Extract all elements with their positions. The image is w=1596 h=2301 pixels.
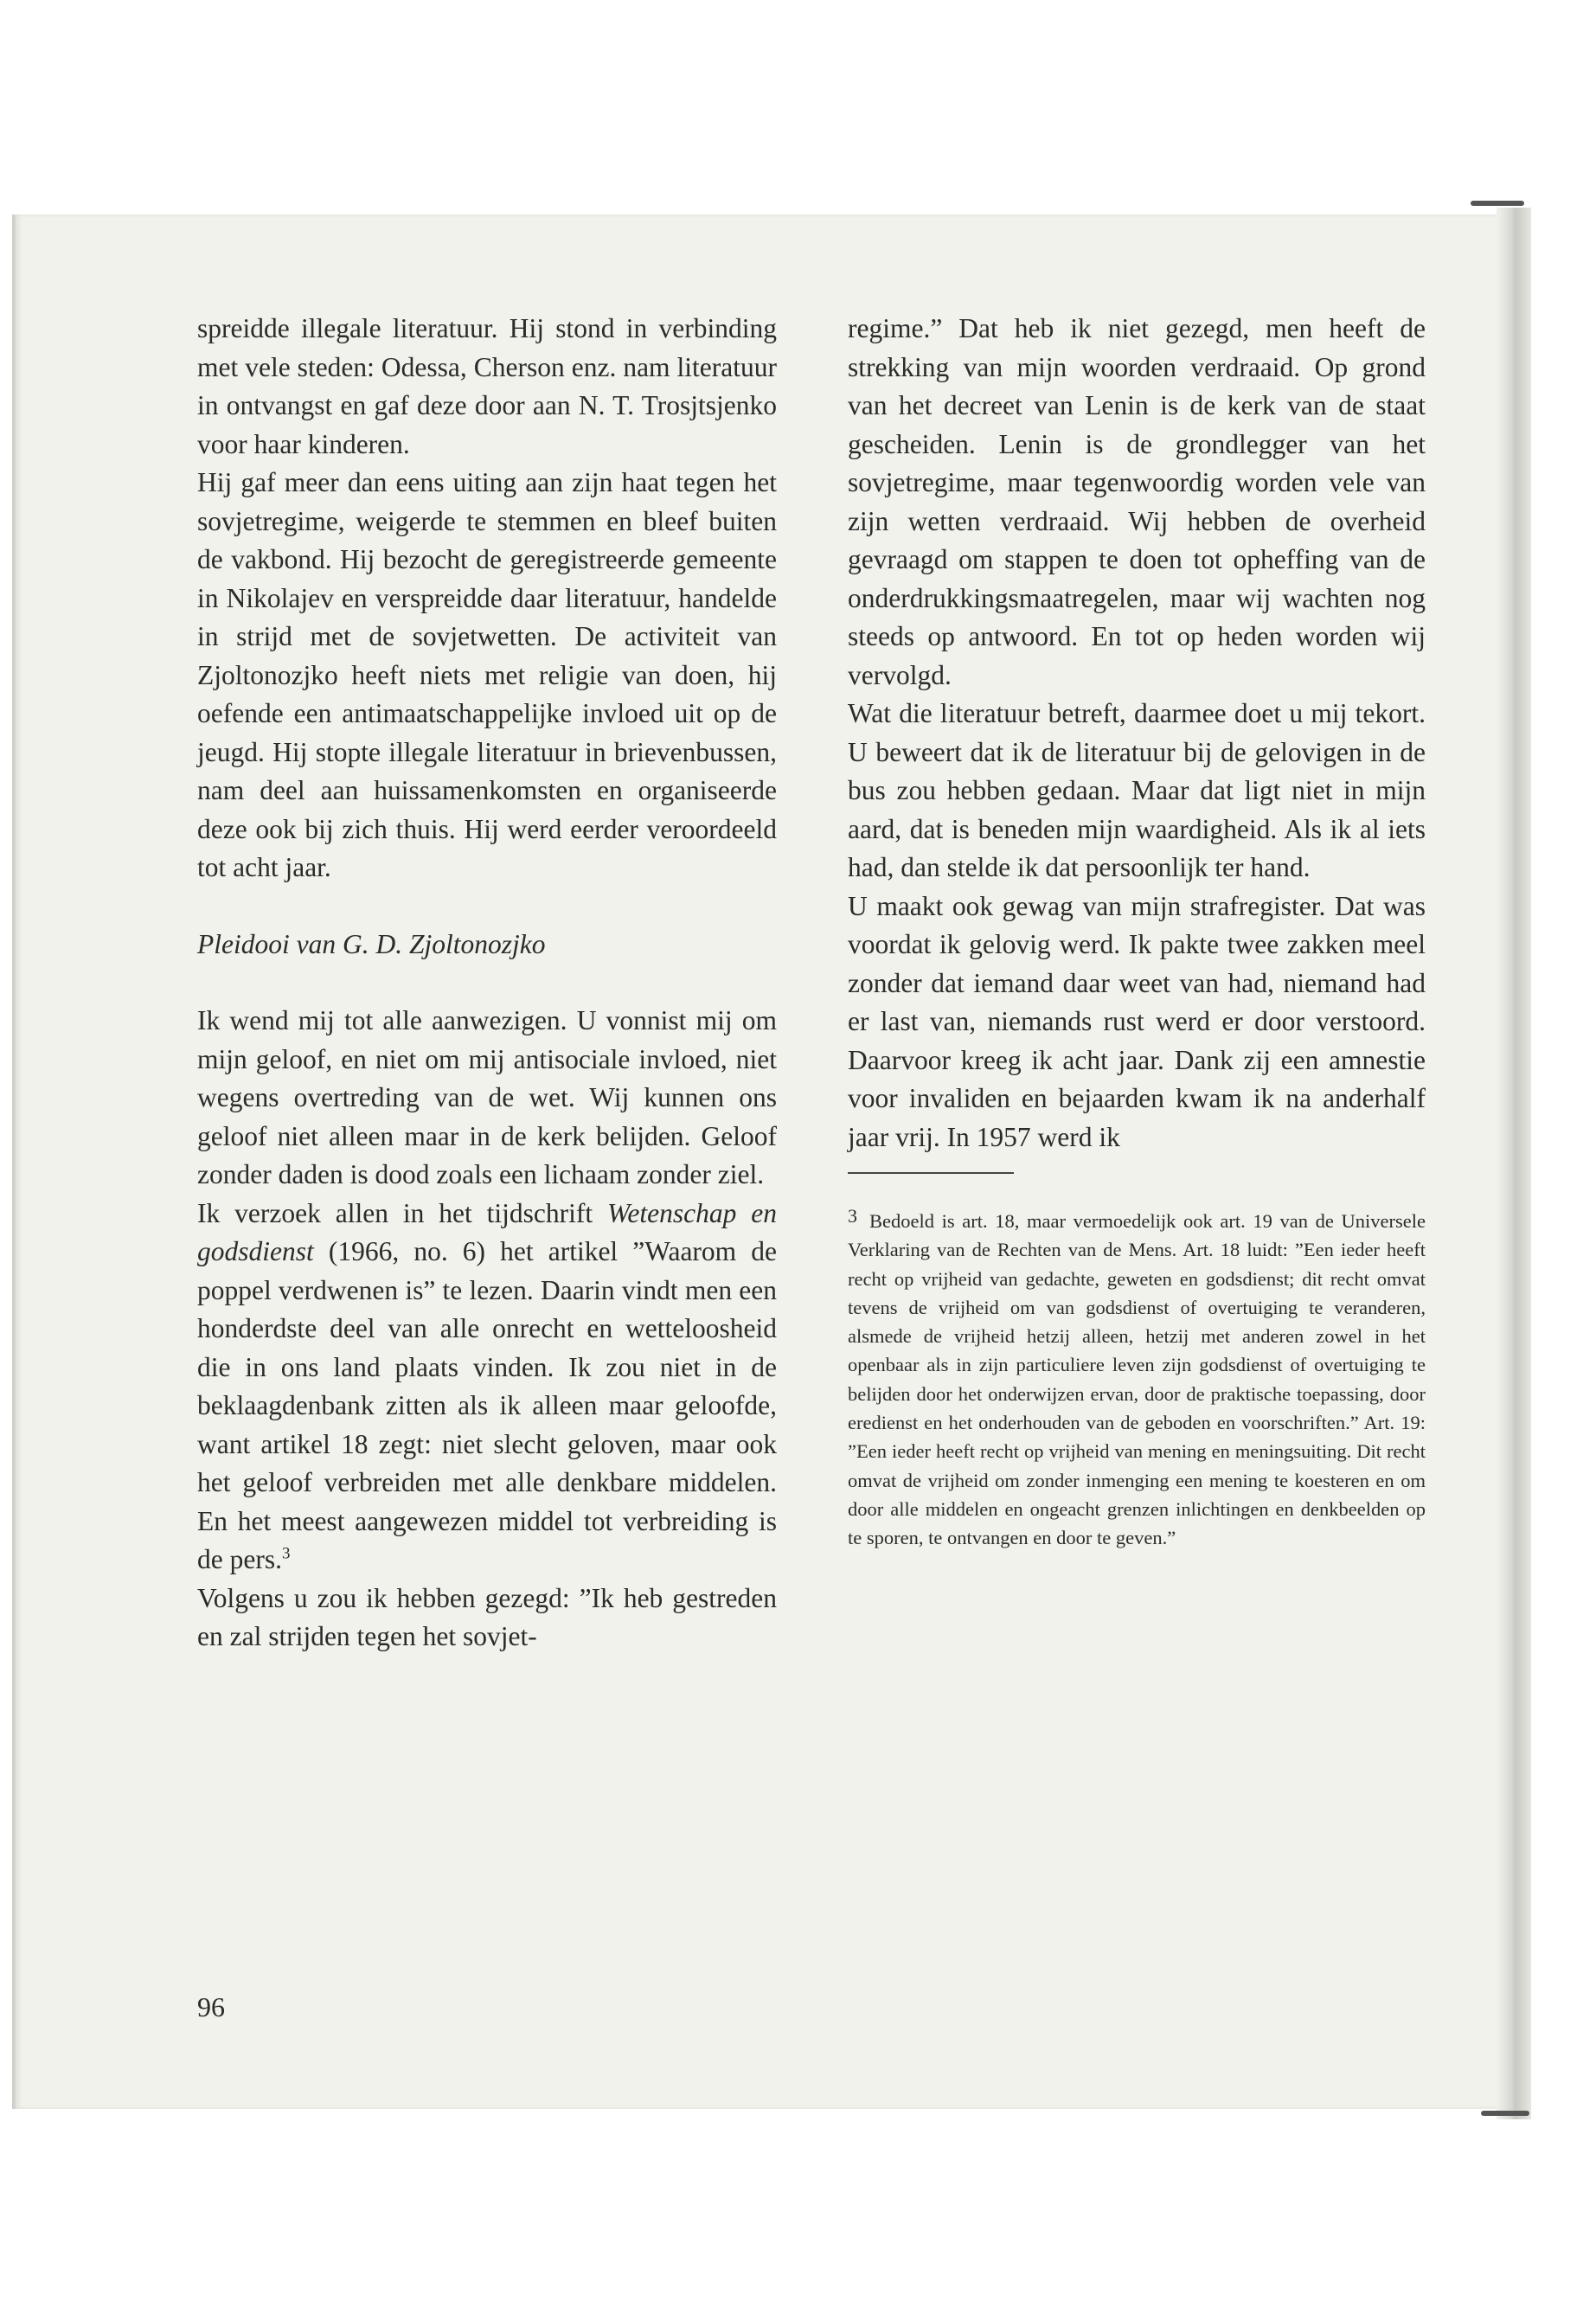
paragraph: U maakt ook gewag van mijn strafregister. Dat was voordat ik gelovig werd. Ik pakte twee zakken meel zonder dat iemand daar weet van had, niemand had er last van, niemands rust werd er door verstoord. Daarvoor kreeg ik acht jaar. Dank zij een amnestie voor invaliden en bejaarden kwam ik na anderhalf jaar vrij. In 1957 werd ik xyxy=(848,890,1426,1152)
footnote-divider xyxy=(848,1172,1014,1174)
paragraph: spreidde illegale literatuur. Hij stond in verbinding met vele steden: Odessa, Cherson enz. nam literatuur in ontvangst en gaf deze door aan N. T. Trosjtsjenko voor haar kinderen. xyxy=(197,313,777,459)
journal-title: Wetenschap en godsdienst xyxy=(197,1197,777,1266)
page-edge-mark-top xyxy=(1471,201,1524,206)
left-column xyxy=(197,310,777,1657)
footnote xyxy=(848,1202,1426,1553)
paragraph: Volgens u zou ik hebben gezegd: ”Ik heb gestreden en zal strijden tegen het sovjet- xyxy=(197,1582,777,1651)
paragraph: regime.” Dat heb ik niet gezegd, men heeft de strekking van mijn woorden verdraaid. Op grond van het decreet van Lenin is de kerk van de staat gescheiden. Lenin is de grondlegger van het sovjetregime, maar tegenwoordig worden vele van zijn wetten verdraaid. Wij hebben de overheid gevraagd om stappen te doen tot opheffing van de onderdrukkingsmaatregelen, maar wij wachten nog steeds op antwoord. En tot op heden worden wij vervolgd. xyxy=(848,313,1426,690)
footnote-text: Bedoeld is art. 18, maar vermoedelijk ook art. 19 van de Universele Verklaring van de Rechten van de Mens. Art. 18 luidt: ”Een ieder heeft recht op vrijheid van gedachte, geweten en godsdienst; dit recht omvat tevens de vrijheid om van godsdienst of overtuiging te veranderen, alsmede de vrijheid hetzij alleen, hetzij met anderen zowel in het openbaar als in zijn particuliere leven zijn godsdienst of overtuiging te belijden door het onderwijzen ervan, door de praktische toepassing, door eredienst en het onderhouden van de geboden en voorschriften.” Art. 19: ”Een ieder heeft recht op vrijheid van mening en meningsuiting. Dit recht omvat de vrijheid om zonder inmenging een mening te koesteren en om door alle middelen en ongeacht grenzen inlichtingen en denkbeelden op te sporen, te ontvangen en door te geven.” xyxy=(848,1210,1426,1549)
page-edge-right xyxy=(1497,208,1531,2119)
right-column xyxy=(848,310,1426,1553)
text-run: Ik verzoek allen in het tijdschrift xyxy=(197,1197,608,1228)
text-run: (1966, no. 6) het artikel ”Waarom de poppel verdwenen is” te lezen. Daarin vindt men een honderdste deel van alle onrecht en wetteloosheid die in ons land plaats vinden. Ik zou niet in de beklaagdenbank zitten als ik alleen maar geloofde, want artikel 18 zegt: niet slecht geloven, maar ook het geloof verbreiden met alle denkbare middelen. En het meest aangewezen middel tot verbreiding is de pers. xyxy=(197,1236,777,1574)
page-edge-mark-bottom xyxy=(1481,2111,1529,2116)
paragraph: Ik wend mij tot alle aanwezigen. U vonnist mij om mijn geloof, en niet om mij antisociale invloed, niet wegens overtreding van de wet. Wij kunnen ons geloof niet alleen maar in de kerk belijden. Geloof zonder daden is dood zoals een lichaam zonder ziel. xyxy=(197,1005,777,1189)
page-number: 96 xyxy=(197,1991,225,2022)
section-heading: Pleidooi van G. D. Zjoltonozjko xyxy=(197,928,546,959)
paragraph: Wat die literatuur betreft, daarmee doet u mij tekort. U beweert dat ik de literatuur bij de gelovigen in de bus zou hebben gedaan. Maar dat ligt niet in mijn aard, dat is beneden mijn waardigheid. Als ik al iets had, dan stelde ik dat persoonlijk ter hand. xyxy=(848,698,1426,882)
paragraph: Hij gaf meer dan eens uiting aan zijn haat tegen het sovjetregime, weigerde te stemmen en bleef buiten de vakbond. Hij bezocht de geregistreerde gemeente in Nikolajev en verspreidde daar literatuur, handelde in strijd met de sovjetwetten. De activiteit van Zjoltonozjko heeft niets met religie van doen, hij oefende een antimaatschappelijke invloed uit op de jeugd. Hij stopte illegale literatuur in brievenbussen, nam deel aan huissamenkomsten en organiseerde deze ook bij zich thuis. Hij werd eerder veroordeeld tot acht jaar. xyxy=(197,467,777,882)
footnote-mark: 3 xyxy=(848,1205,857,1227)
footnote-reference: 3 xyxy=(281,1544,291,1563)
paragraph xyxy=(197,1195,777,1580)
